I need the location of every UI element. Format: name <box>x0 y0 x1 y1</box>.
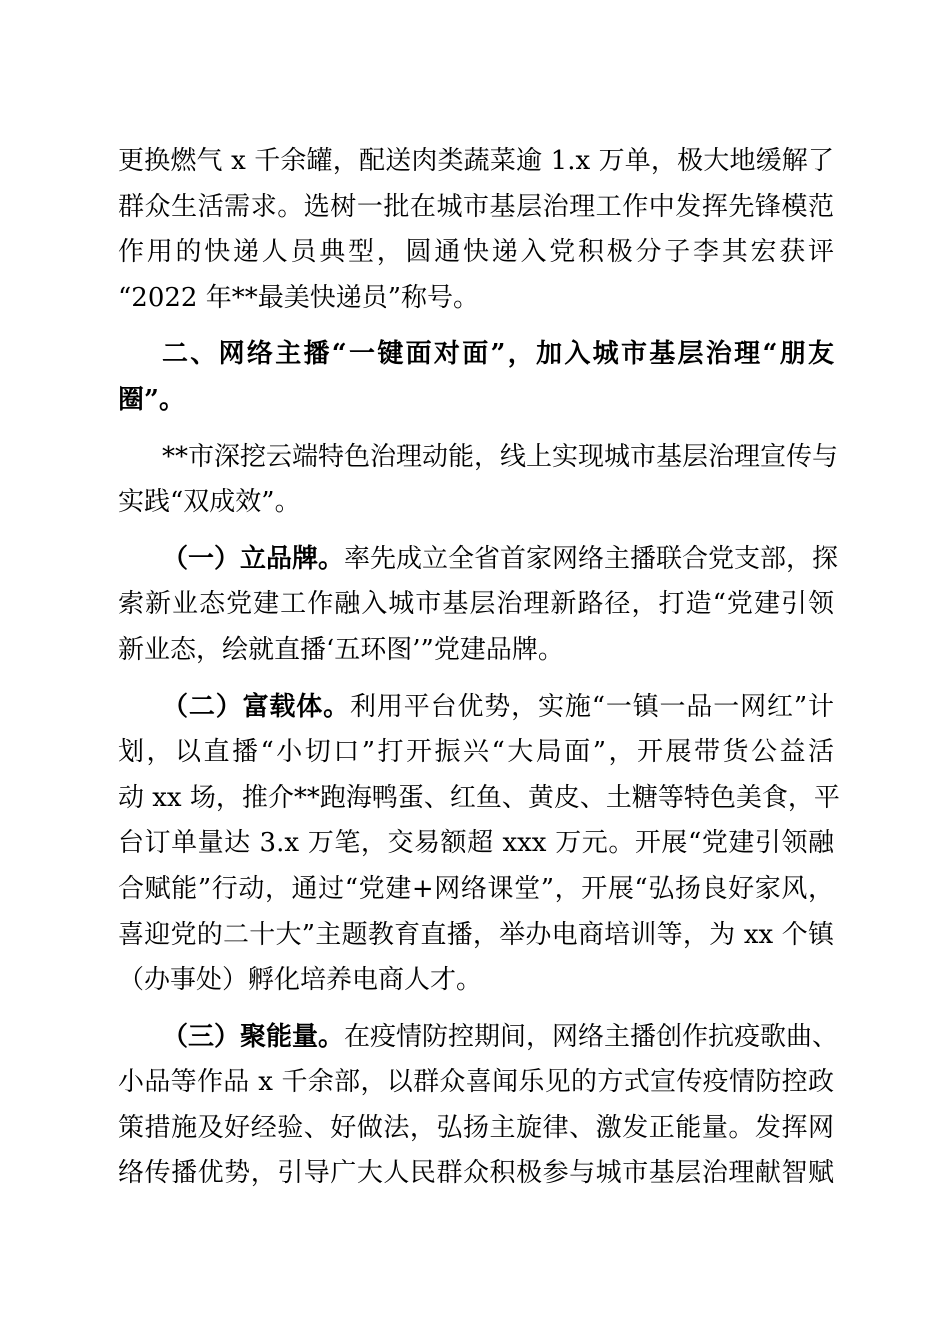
heading-line: 圈”。 <box>118 384 185 415</box>
text-line: 小品等作品 x 千余部，以群众喜闻乐见的方式宣传疫情防控政 <box>118 1067 834 1098</box>
text-line: **市深挖云端特色治理动能，线上实现城市基层治理宣传与 <box>162 441 839 472</box>
text-line: 群众生活需求。选树一批在城市基层治理工作中发挥先锋模范 <box>118 191 834 222</box>
subsection-lead: （一）立品牌。 <box>162 543 345 574</box>
subsection-brand <box>118 537 839 674</box>
section-heading <box>118 332 834 423</box>
text-line <box>118 537 839 583</box>
text-line: 台订单量达 3.x 万笔，交易额超 xxx 万元。开展“党建引领融 <box>118 828 834 859</box>
text-line: 划，以直播“小切口”打开振兴“大局面”，开展带货公益活 <box>118 737 834 768</box>
subsection-lead: （三）聚能量。 <box>162 1021 345 1052</box>
subsection-energy <box>118 1015 839 1197</box>
text-span: 率先成立全省首家网络主播联合党支部，探 <box>344 543 839 574</box>
subsection-carrier <box>118 685 840 1004</box>
subsection-lead: （二）富载体。 <box>162 691 350 722</box>
text-span: 在疫情防控期间，网络主播创作抗疫歌曲、 <box>344 1021 839 1052</box>
text-line <box>118 685 834 731</box>
text-line: 喜迎党的二十大”主题教育直播，举办电商培训等，为 xx 个镇 <box>118 919 834 950</box>
text-line: 络传播优势，引导广大人民群众积极参与城市基层治理献智赋 <box>118 1158 834 1189</box>
text-line: 策措施及好经验、好做法，弘扬主旋律、激发正能量。发挥网 <box>118 1112 834 1143</box>
text-line: 合赋能”行动，通过“党建+网络课堂”，开展“弘扬良好家风， <box>118 873 834 904</box>
text-line <box>118 1015 839 1061</box>
text-span: 利用平台优势，实施“一镇一品一网红”计 <box>350 691 834 722</box>
text-line: “2022 年**最美快递员”称号。 <box>118 282 480 313</box>
heading-line: 二、网络主播“一键面对面”，加入城市基层治理“朋友 <box>162 339 834 370</box>
paragraph-continuation <box>118 139 834 321</box>
text-line: （办事处）孵化培养电商人才。 <box>118 965 483 996</box>
text-line: 索新业态党建工作融入城市基层治理新路径，打造“党建引领 <box>118 589 834 620</box>
intro-paragraph <box>118 435 839 526</box>
text-line: 动 xx 场，推介**跑海鸭蛋、红鱼、黄皮、土糖等特色美食，平 <box>118 782 840 813</box>
text-line: 作用的快递人员典型，圆通快递入党积极分子李其宏获评 <box>118 237 834 268</box>
text-line: 更换燃气 x 千余罐，配送肉类蔬菜逾 1.x 万单，极大地缓解了 <box>118 146 834 176</box>
text-line: 实践“双成效”。 <box>118 487 301 518</box>
document-page <box>118 139 840 1197</box>
text-line: 新业态，绘就直播‘五环图’”党建品牌。 <box>118 634 564 665</box>
